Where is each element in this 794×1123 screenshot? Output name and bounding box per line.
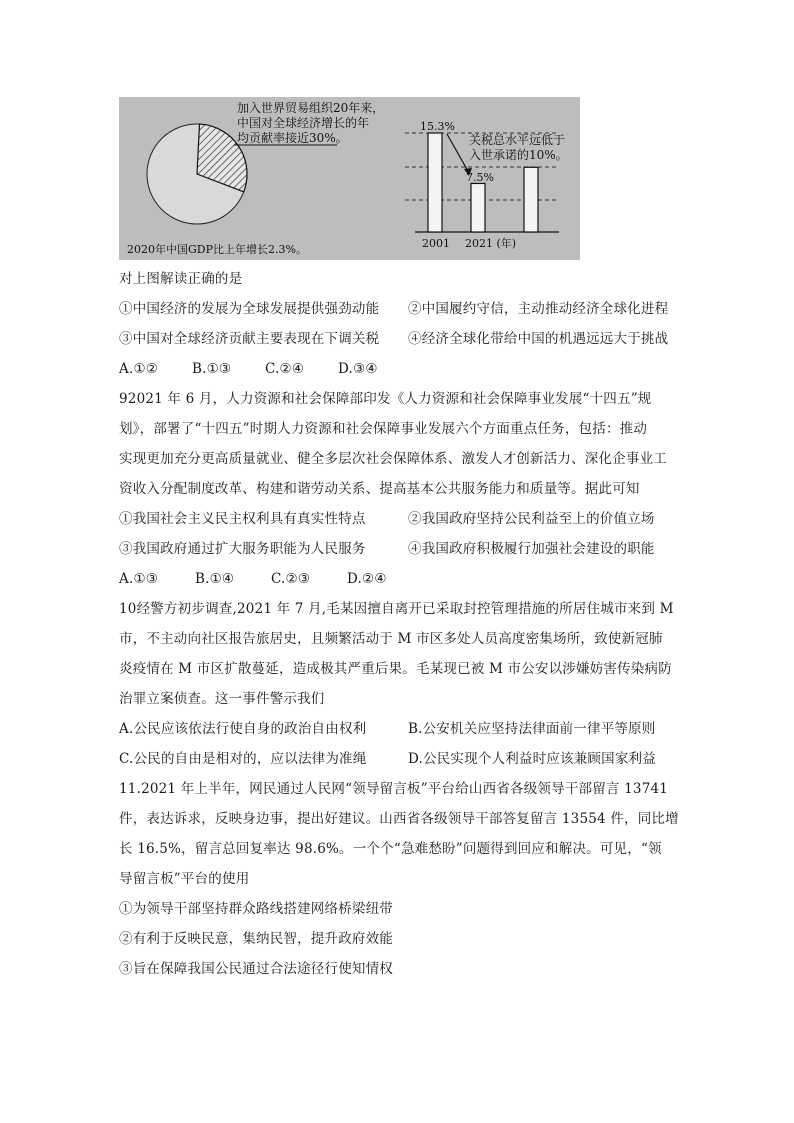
pie-note-line-1: 加入世界贸易组织20年来， [237,101,385,115]
q9-choice-c: C.②③ [271,571,311,587]
q9-option-3: ③我国政府通过扩大服务职能为人民服务 [119,541,366,557]
q8-options-row-2 [119,324,679,354]
question-body [119,264,679,984]
q8-choice-a: A.①② [119,361,159,377]
q8-option-3: ③中国对全球经济贡献主要表现在下调关税 [119,331,380,347]
x-tick-2001: 2001 [422,237,450,250]
q9-options-row-1 [119,504,679,534]
q9-options-row-2 [119,534,679,564]
q8-option-4: ④经济全球化带给中国的机遇远远大于挑战 [408,331,669,347]
q10-option-c: C.公民的自由是相对的，应以法律为准绳 [119,751,367,767]
q11-option-1: ①为领导干部坚持群众路线搭建网络桥梁纽带 [119,901,393,917]
q9-option-1: ①我国社会主义民主权利具有真实性特点 [119,511,366,527]
q10-line-4: 治罪立案侦查。这一事件警示我们 [119,691,325,707]
q9-line-3: 实现更加充分更高质量就业、健全多层次社会保障体系、激发人才创新活力、深化企事业工 [119,451,667,467]
q10-line-3: 炎疫情在 M 市区扩散蔓延，造成极其严重后果。毛某现已被 M 市公安以涉嫌妨害传染病防 [119,661,672,677]
q10-option-d: D.公民实现个人利益时应该兼顾国家利益 [408,751,656,767]
bar-label-2001: 15.3% [420,120,455,133]
q8-option-1: ①中国经济的发展为全球发展提供强劲动能 [119,301,380,317]
q8-choices [119,354,679,384]
q9-line-4: 资收入分配制度改革、构建和谐劳动关系、提高基本公共服务能力和质量等。据此可知 [119,481,640,497]
q9-line-1: 92021 年 6 月，人力资源和社会保障部印发《人力资源和社会保障事业发展“十四五”规 [119,391,652,407]
q9-line-2: 划》，部署了“十四五”时期人力资源和社会保障事业发展六个方面重点任务，包括：推动 [119,421,648,437]
q9-option-4: ④我国政府积极履行加强社会建设的职能 [408,541,655,557]
q11-line-1: 11.2021 年上半年，网民通过人民网“领导留言板”平台给山西省各级领导干部留言 13741 [119,781,669,797]
bar-2021 [471,183,485,232]
pie-chart [147,124,247,224]
bar-annotation [469,133,568,163]
pie-note-line-2: 中国对全球经济增长的年 [237,116,370,130]
q11-line-3: 长 16.5%，留言总回复率达 98.6%。一个个“急难愁盼”问题得到回应和解决。可见，“领 [119,841,662,857]
pie-note-line-3: 均贡献率接近30%。 [237,131,348,145]
q9-choice-a: A.①③ [119,571,159,587]
q9-choice-d: D.②④ [347,571,387,587]
q11-line-2: 件，表达诉求，反映身边事，提出好建议。山西省各级领导干部答复留言 13554 件，同比增 [119,811,679,827]
bar-label-2021: 7.5% [466,171,494,184]
pie-caption: 2020年中国GDP比上年增长2.3%。 [127,243,307,256]
q9-option-2: ②我国政府坚持公民利益至上的价值立场 [408,511,655,527]
q10-options-row-2 [119,744,679,774]
q10-options-row-1 [119,714,679,744]
q9-choices [119,564,679,594]
bar-note-line-2: 入世承诺的10%。 [469,148,568,162]
q8-choice-d: D.③④ [338,361,378,377]
q10-line-2: 市，不主动向社区报告旅居史，且频繁活动于 M 市区多处人员高度密集场所，致使新冠肺 [119,631,663,647]
q8-choice-b: B.①③ [192,361,232,377]
bar-2001 [428,133,442,232]
q11-option-2: ②有利于反映民意，集纳民智，提升政府效能 [119,931,393,947]
q11-line-4: 导留言板”平台的使用 [119,871,250,887]
q9-choice-b: B.①④ [195,571,235,587]
q10-option-a: A.公民应该依法行使自身的政治自由权利 [119,721,367,737]
bar-commitment-10pct [524,167,538,232]
q8-choice-c: C.②④ [265,361,305,377]
chart-figure [119,97,580,260]
pie-annotation [237,101,384,146]
q10-option-b: B.公安机关应坚持法律面前一律平等原则 [408,721,656,737]
q11-option-3: ③旨在保障我国公民通过合法途径行使知情权 [119,961,393,977]
x-tick-2021: 2021 (年) [465,237,517,250]
q8-stem: 对上图解读正确的是 [119,271,243,287]
q10-line-1: 10经警方初步调查,2021 年 7 月,毛某因擅自离开已采取封控管理措施的所居住城市来到 M [119,601,674,617]
q8-options-row-1 [119,294,679,324]
q8-option-2: ②中国履约守信，主动推动经济全球化进程 [408,301,669,317]
bar-note-line-1: 关税总水平远低于 [469,133,566,147]
